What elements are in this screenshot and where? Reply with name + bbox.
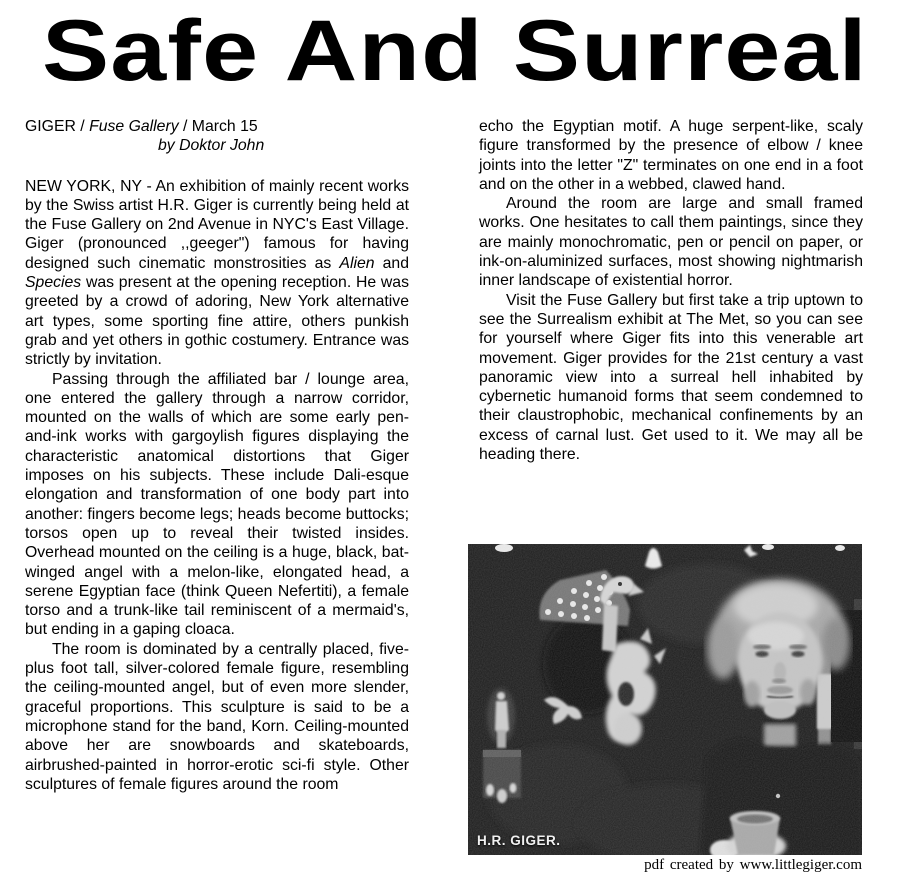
left-column: [25, 117, 409, 794]
article-paragraph: echo the Egyptian motif. A huge serpent-like, scaly figure transformed by the presence of elbow / knee joints into the letter "Z" terminates on one end in a foot and on the other in a webbed, clawed hand.: [479, 118, 863, 193]
pdf-credit: pdf created by www.littlegiger.com: [644, 857, 862, 873]
film-grain: [468, 544, 862, 855]
photo-label: H.R. GIGER.: [477, 833, 561, 848]
giger-photo: [468, 544, 862, 855]
page-title: Safe And Surreal: [42, 3, 868, 99]
giger-photo-illustration: [468, 544, 862, 855]
article-byline: by Doktor John: [158, 137, 265, 155]
article-paragraph: Passing through the affiliated bar / lounge area, one entered the gallery through a narrow corridor, mounted on the walls of which are some early pen-and-ink works with gargoylish figures displaying the characteristic anatomical distortions that Giger imposes on his subjects. These include Dali-esque elongation and transformation of one body part into another: fingers become legs; heads become buttocks; torsos open up to reveal their twisted insides. Overhead mounted on the ceiling is a huge, black, bat-winged angel with a melon-like, elongated head, a serene Egyptian face (think Queen Nefertiti), a female torso and a trunk-like tail reminiscent of a mermaid's, but ending in a gaping cloaca.: [25, 370, 409, 639]
article-credit: GIGER / Fuse Gallery / March 15: [25, 118, 258, 135]
article-paragraph: The room is dominated by a centrally placed, five-plus foot tall, silver-colored female figure, resembling the ceiling-mounted angel, but of even more slender, graceful proportions. This sculpture is said to be a microphone stand for the band, Korn. Ceiling-mounted above her are snowboards and skateboards, airbrushed-painted in horror-erotic sci-fi style. Other sculptures of female figures around the room: [25, 640, 409, 793]
article-paragraph: NEW YORK, NY - An exhibition of mainly recent works by the Swiss artist H.R. Giger is currently being held at the Fuse Gallery on 2nd Avenue in NYC's East Village. Giger (pronounced ,,geeger") famous for having designed such cinematic monstrosities as Alien and Species was present at the opening reception. He was greeted by a crowd of adoring, New York alternative art types, some sporting fine attire, others punkish grab and yet others in gothic costumery. Entrance was strictly by invitation.: [25, 177, 409, 369]
article-paragraph: Around the room are large and small framed works. One hesitates to call them paintings, since they are mainly monochromatic, pen or pencil on paper, or ink-on-aluminized surfaces, most showing nightmarish inner landscape of existential horror.: [479, 195, 863, 290]
article-paragraph: Visit the Fuse Gallery but first take a trip uptown to see the Surrealism exhibit at The Met, so you can see for yourself where Giger fits into this venerable art movement. Giger provides for the 21st century a vast panoramic view into a surreal hell inhabited by cybernetic humanoid forms that seem condemned to their claustrophobic, mechanical confinements by an excess of carnal lust. Get used to it. We may all be heading there.: [479, 291, 863, 464]
right-column: [479, 117, 863, 464]
